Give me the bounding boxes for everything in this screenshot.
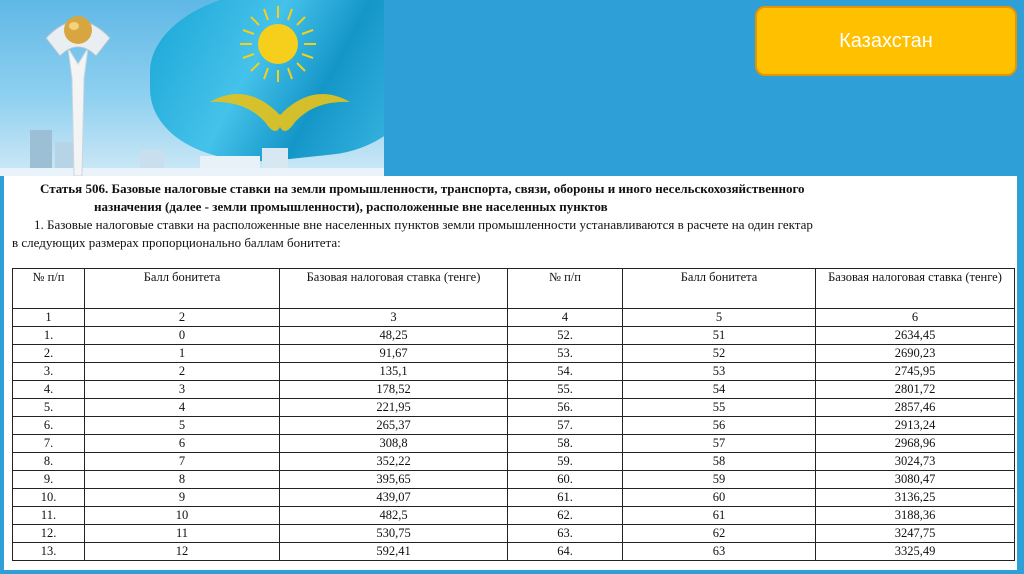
table-cell: 5 <box>85 417 280 435</box>
table-cell: 6 <box>816 309 1015 327</box>
table-cell: 52. <box>508 327 623 345</box>
table-cell: 1 <box>13 309 85 327</box>
table-row <box>13 417 1015 435</box>
table-cell: 51 <box>623 327 816 345</box>
table-cell: 62 <box>623 525 816 543</box>
tax-rates-table <box>12 268 1015 561</box>
table-row <box>13 381 1015 399</box>
table-cell: 10. <box>13 489 85 507</box>
table-cell: 2690,23 <box>816 345 1015 363</box>
table-cell: 2801,72 <box>816 381 1015 399</box>
sun-emblem-icon <box>238 4 318 84</box>
table-cell: 12. <box>13 525 85 543</box>
table-cell: 3. <box>13 363 85 381</box>
table-cell: 5 <box>623 309 816 327</box>
table-cell: 12 <box>85 543 280 561</box>
table-cell: 57 <box>623 435 816 453</box>
table-row <box>13 507 1015 525</box>
table-cell: 55 <box>623 399 816 417</box>
table-cell: 3247,75 <box>816 525 1015 543</box>
table-cell: 56. <box>508 399 623 417</box>
table-cell: 1 <box>85 345 280 363</box>
table-cell: 3325,49 <box>816 543 1015 561</box>
table-cell: 0 <box>85 327 280 345</box>
table-cell: 11 <box>85 525 280 543</box>
table-cell: 58 <box>623 453 816 471</box>
article-title <box>12 180 1014 216</box>
table-cell: 57. <box>508 417 623 435</box>
column-header: Балл бонитета <box>85 269 280 309</box>
bottom-border-stripe <box>0 570 1024 574</box>
column-header: № п/п <box>13 269 85 309</box>
table-cell: 53. <box>508 345 623 363</box>
table-row <box>13 525 1015 543</box>
table-cell: 7. <box>13 435 85 453</box>
table-row <box>13 543 1015 561</box>
table-row <box>13 345 1015 363</box>
table-cell: 61. <box>508 489 623 507</box>
table-cell: 2857,46 <box>816 399 1015 417</box>
table-cell: 61 <box>623 507 816 525</box>
table-cell: 63. <box>508 525 623 543</box>
table-cell: 2968,96 <box>816 435 1015 453</box>
right-border-stripe <box>1017 176 1024 574</box>
column-header: Балл бонитета <box>623 269 816 309</box>
table-cell: 60 <box>623 489 816 507</box>
article-heading <box>12 180 1014 252</box>
table-row <box>13 453 1015 471</box>
table-cell: 3136,25 <box>816 489 1015 507</box>
table-cell: 4. <box>13 381 85 399</box>
table-cell: 3024,73 <box>816 453 1015 471</box>
left-border-stripe <box>0 176 4 574</box>
table-cell: 482,5 <box>280 507 508 525</box>
table-cell: 54 <box>623 381 816 399</box>
table-cell: 62. <box>508 507 623 525</box>
table-cell: 530,75 <box>280 525 508 543</box>
table-cell: 54. <box>508 363 623 381</box>
table-cell: 7 <box>85 453 280 471</box>
table-row <box>13 363 1015 381</box>
article-paragraph-line-1: 1. Базовые налоговые ставки на расположенные вне населенных пунктов земли промышленности устанавливаются в расчете на один гектар <box>34 217 813 232</box>
table-row <box>13 399 1015 417</box>
table-cell: 9. <box>13 471 85 489</box>
table-cell: 3188,36 <box>816 507 1015 525</box>
table-cell: 8 <box>85 471 280 489</box>
table-cell: 3 <box>85 381 280 399</box>
table-cell: 2634,45 <box>816 327 1015 345</box>
article-paragraph <box>12 216 1014 252</box>
table-cell: 308,8 <box>280 435 508 453</box>
table-cell: 3080,47 <box>816 471 1015 489</box>
table-cell: 265,37 <box>280 417 508 435</box>
table-cell: 8. <box>13 453 85 471</box>
column-header: Базовая налоговая ставка (тенге) <box>280 269 508 309</box>
table-cell: 3 <box>280 309 508 327</box>
table-cell: 2 <box>85 309 280 327</box>
table-cell: 6 <box>85 435 280 453</box>
table-row <box>13 309 1015 327</box>
table-cell: 6. <box>13 417 85 435</box>
table-cell: 56 <box>623 417 816 435</box>
table-cell: 13. <box>13 543 85 561</box>
article-paragraph-line-2: в следующих размерах пропорционально баллам бонитета: <box>12 235 341 250</box>
table-cell: 221,95 <box>280 399 508 417</box>
table-cell: 5. <box>13 399 85 417</box>
table-cell: 4 <box>85 399 280 417</box>
table-header-row <box>13 269 1015 309</box>
table-cell: 2745,95 <box>816 363 1015 381</box>
table-cell: 2 <box>85 363 280 381</box>
table-cell: 64. <box>508 543 623 561</box>
table-row <box>13 471 1015 489</box>
table-cell: 395,65 <box>280 471 508 489</box>
table-cell: 2. <box>13 345 85 363</box>
table-cell: 53 <box>623 363 816 381</box>
column-header: № п/п <box>508 269 623 309</box>
table-cell: 48,25 <box>280 327 508 345</box>
table-cell: 135,1 <box>280 363 508 381</box>
table-row <box>13 435 1015 453</box>
table-cell: 352,22 <box>280 453 508 471</box>
table-cell: 11. <box>13 507 85 525</box>
table-cell: 52 <box>623 345 816 363</box>
table-cell: 59 <box>623 471 816 489</box>
table-cell: 59. <box>508 453 623 471</box>
column-header: Базовая налоговая ставка (тенге) <box>816 269 1015 309</box>
table-cell: 55. <box>508 381 623 399</box>
table-cell: 439,07 <box>280 489 508 507</box>
table-cell: 1. <box>13 327 85 345</box>
table-row <box>13 489 1015 507</box>
kazakhstan-hero-image <box>0 0 384 176</box>
table-cell: 63 <box>623 543 816 561</box>
country-badge: Казахстан <box>755 6 1017 76</box>
article-title-line-1: Статья 506. Базовые налоговые ставки на земли промышленности, транспорта, связи, обороны и иного несельскохозяйственного <box>40 181 805 196</box>
table-cell: 9 <box>85 489 280 507</box>
table-cell: 91,67 <box>280 345 508 363</box>
table-cell: 2913,24 <box>816 417 1015 435</box>
table-cell: 4 <box>508 309 623 327</box>
table-cell: 178,52 <box>280 381 508 399</box>
table-cell: 60. <box>508 471 623 489</box>
table-row <box>13 327 1015 345</box>
table-cell: 58. <box>508 435 623 453</box>
table-cell: 592,41 <box>280 543 508 561</box>
article-title-line-2: назначения (далее - земли промышленности), расположенные вне населенных пунктов <box>94 199 608 214</box>
baiterek-tower-image <box>28 8 128 176</box>
table-cell: 10 <box>85 507 280 525</box>
